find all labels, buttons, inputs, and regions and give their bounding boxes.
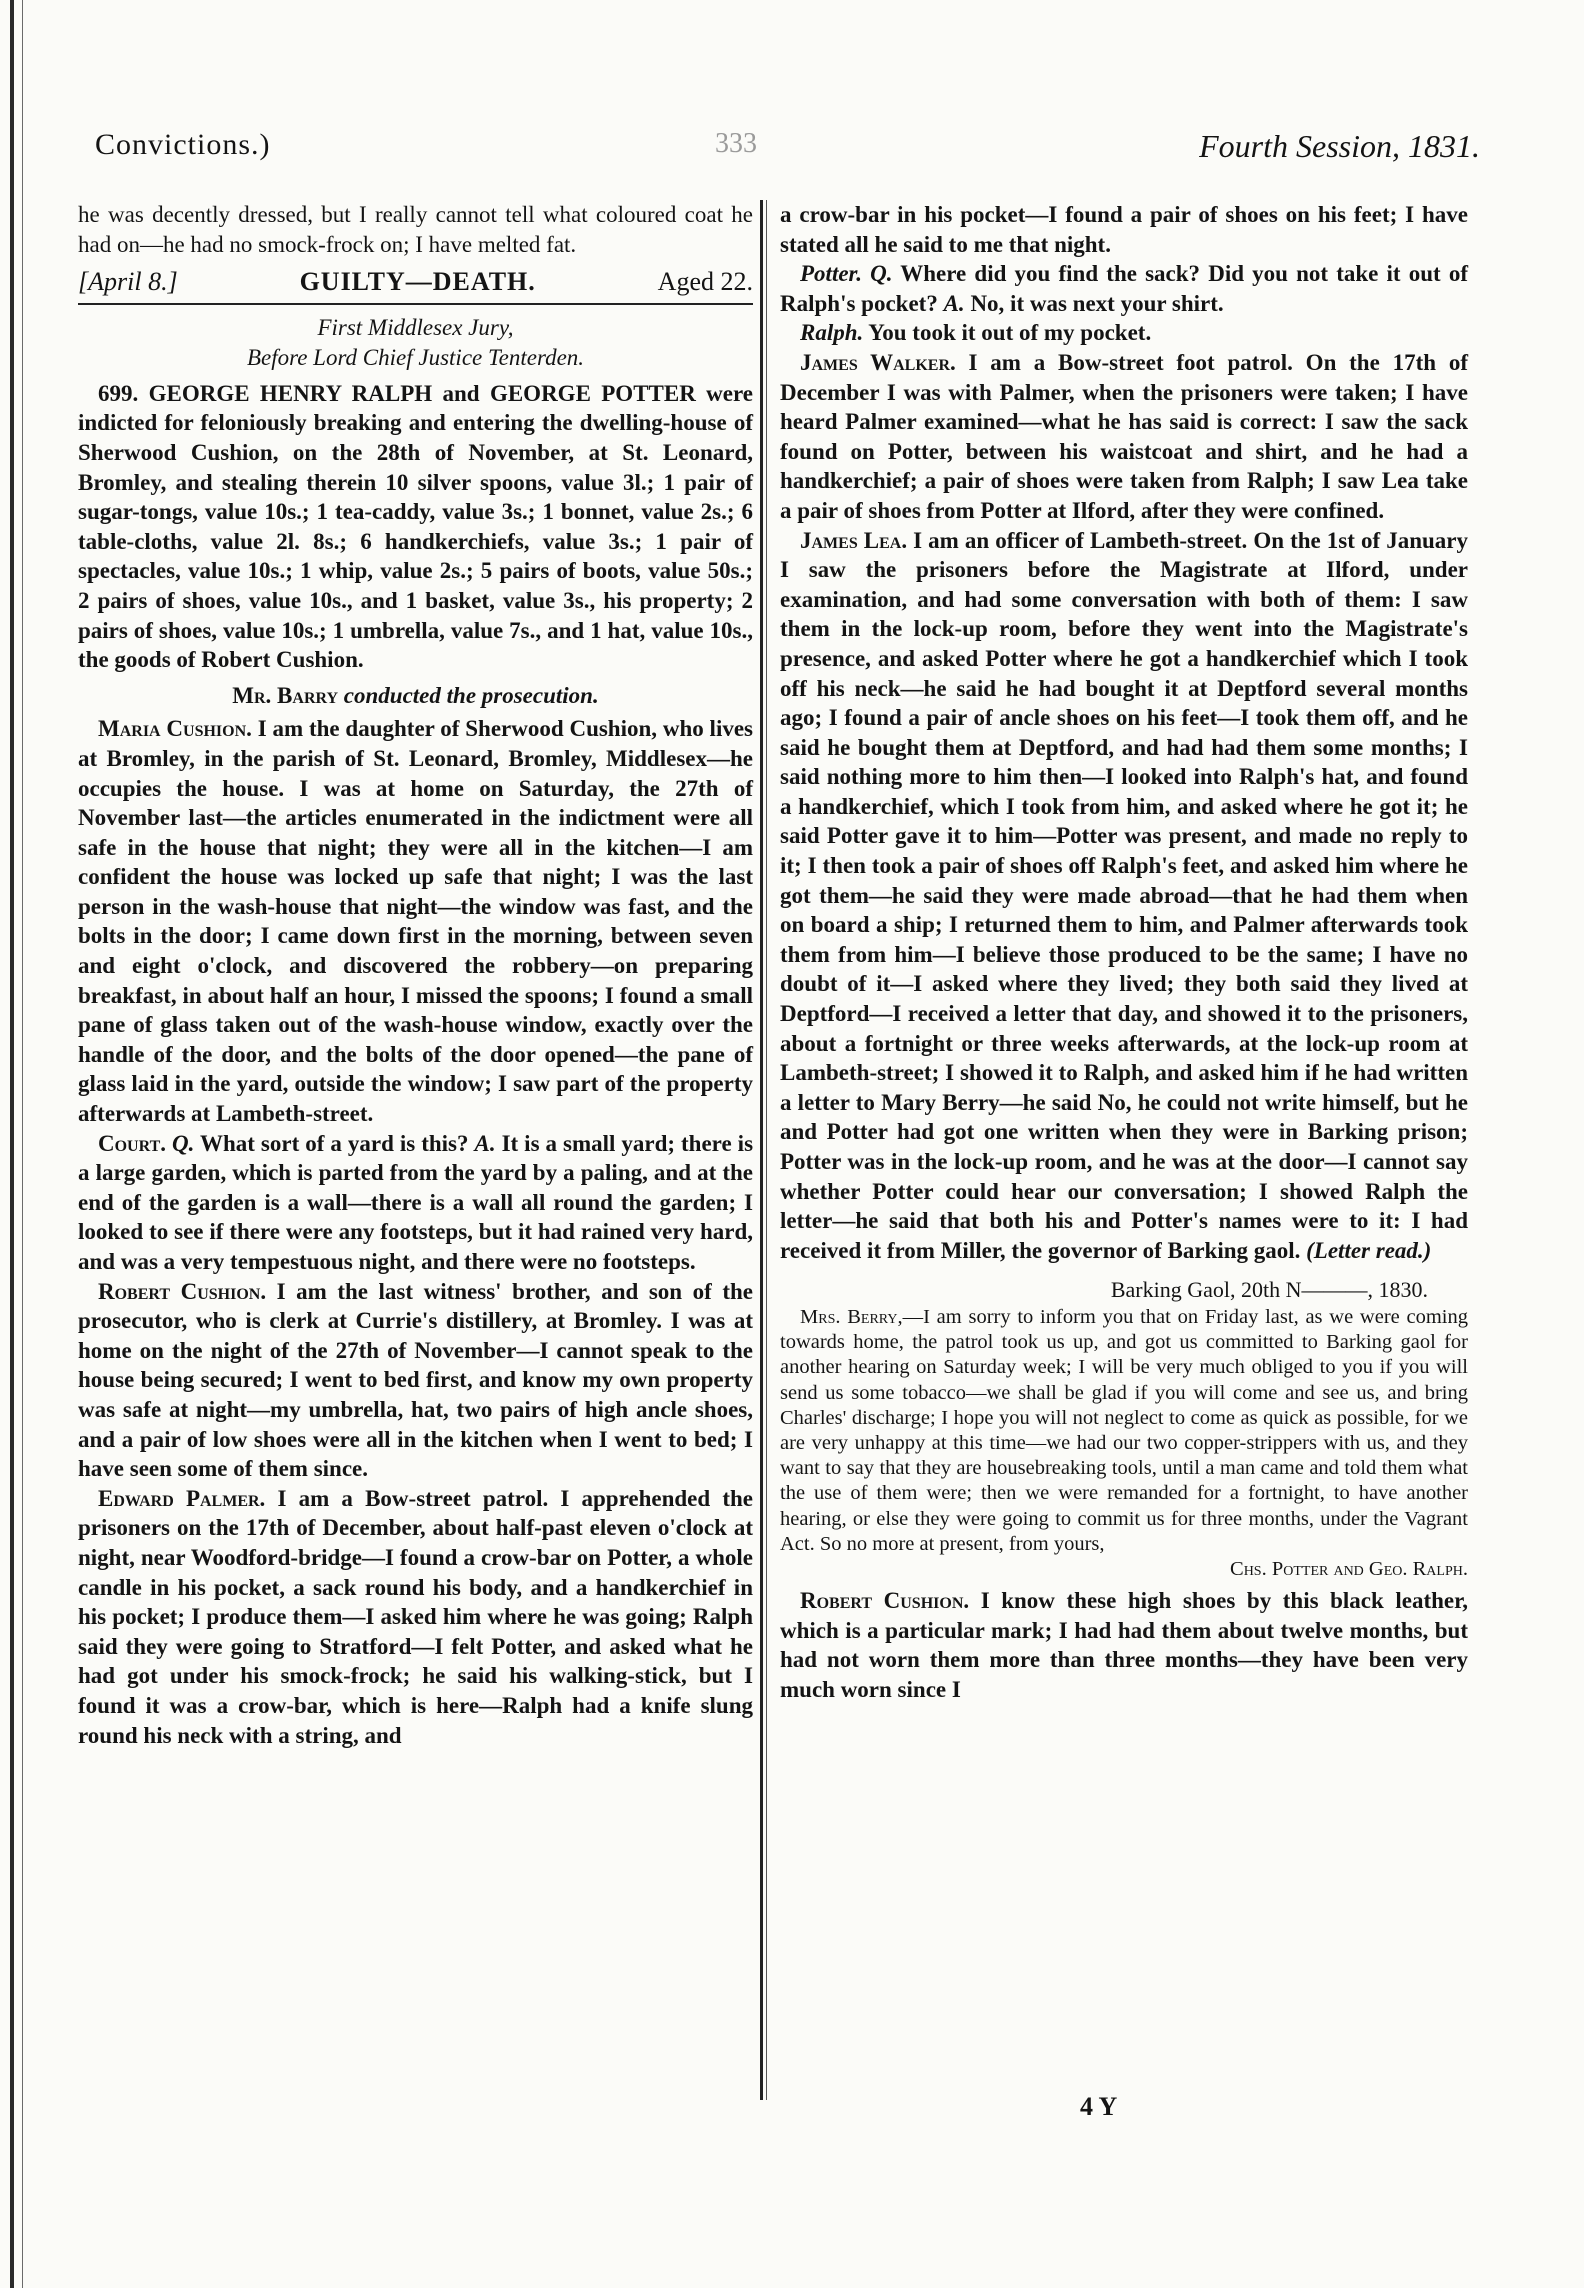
- testimony-potter-question: [780, 259, 1468, 318]
- testimony-ralph: [780, 318, 1468, 348]
- running-head-right: Fourth Session, 1831.: [1199, 128, 1480, 164]
- letter-salutation: Mrs. Berry,: [800, 1305, 903, 1328]
- verdict-age: Aged 22.: [657, 267, 753, 297]
- answer-marker: A.: [474, 1130, 496, 1156]
- testimony-robert-cushion-recalled: [780, 1586, 1468, 1704]
- witness-name: Robert Cushion.: [98, 1278, 267, 1304]
- testimony-text: I am a Bow-street foot patrol. On the 17th of December I was with Palmer, when the prisoners were taken; I have heard Palmer examined—what he has said is correct: I saw the sack found on Potter, between his waistcoat and shirt, and he had a handkerchief; a pair of shoes were taken from Ralph; I saw Lea take a pair of shoes from Potter at Ilford, after they were confined.: [780, 349, 1468, 523]
- witness-name: James Walker.: [800, 349, 956, 375]
- witness-name: James Lea.: [800, 527, 908, 553]
- testimony-text: I am a Bow-street patrol. I apprehended the prisoners on the 17th of December, about half-past eleven o'clock at night, near Woodford-bridge—I found a crow-bar on Potter, a whole candle in his pocket, a sack round his body, and a handkerchief in his pocket; I produce them—I asked him where he was going; Ralph said they were going to Stratford—I felt Potter, and asked what he had got under his smock-frock; he said his walking-stick, but I found it was a crow-bar, which is here—Ralph had a knife slung round his neck with a string, and: [78, 1485, 753, 1748]
- question-marker: Q.: [172, 1130, 195, 1156]
- answer-text: It is a small yard; there is a large garden, which is parted from the yard by a paling, and at the end of the garden is a wall—there is a wall all round the garden; I looked to see if there were any footsteps, but it had rained very hard, and was a very tempestuous night, and there were no footsteps.: [78, 1130, 754, 1274]
- testimony-text: I am an officer of Lambeth-street. On the 1st of January I saw the prisoners before the Magistrate at Ilford, under examination, and had some conversation with both of them: I saw them in the lock-up room, before they went into the Magistrate's presence, and asked Potter where he got a handkerchief which I took off his neck—he said he had bought it at Deptford several months ago; I found a pair of ancle shoes on his feet—I took them off, and he said he bought them at Deptford, and had had them some months; I said nothing more to him then—I looked into Ralph's hat, and found a handkerchief, which I took from him, and asked where he got it; he said Potter gave it to him—Potter was present, and made no reply to it; I then took a pair of shoes off Ralph's feet, and asked him where he got them—he said they were made abroad—that he had them when on board a ship; I returned them to him, and Palmer afterwards took them from him—I believe those produced to be the same; I have no doubt of it—I asked where they lived; they both said they lived at Deptford—I received a letter that day, and showed it to the prisoners, about a fortnight or three weeks afterwards, at the lock-up room at Lambeth-street; I showed it to Ralph, and asked him if he had written a letter to Mary Berry—he said No, he could not write himself, but he and Potter had got one written when they were in Barking prison; Potter was in the lock-up room, and he was at the door—I cannot say whether Potter could hear our conversation; I showed Ralph the letter—he said that both his and Potter's names were to it: I had received it from Miller, the governor of Barking gaol.: [780, 527, 1468, 1263]
- left-column: [78, 200, 753, 1750]
- verdict-date: [April 8.]: [78, 267, 178, 297]
- speaker-name: Potter.: [800, 261, 862, 287]
- jury-line: First Middlesex Jury,: [317, 314, 514, 340]
- letter-signature: Chs. Potter and Geo. Ralph.: [1230, 1558, 1468, 1580]
- column-divider: [760, 200, 763, 2100]
- running-head-left: Convictions.): [95, 128, 271, 161]
- question-text: Where did you find the sack? Did you not take it out of Ralph's pocket?: [780, 261, 1468, 316]
- letter-read-note: (Letter read.): [1306, 1237, 1432, 1263]
- question-marker: Q.: [870, 261, 893, 287]
- column-divider-line: [766, 200, 767, 2100]
- binding-spine: [10, 0, 14, 2288]
- signature-mark: 4 Y: [1080, 2092, 1118, 2121]
- verdict-line: [78, 267, 753, 305]
- witness-name: Edward Palmer.: [98, 1485, 266, 1511]
- testimony-james-lea: [780, 526, 1468, 1266]
- testimony-james-walker: [780, 348, 1468, 526]
- continued-testimony: a crow-bar in his pocket—I found a pair of shoes on his feet; I have stated all he said to me that night.: [780, 202, 1468, 257]
- prosecution-text: conducted the prosecution.: [343, 682, 599, 708]
- judge-line: Before Lord Chief Justice Tenterden.: [246, 344, 585, 370]
- answer-marker: A.: [943, 290, 965, 316]
- jury-heading: [78, 313, 753, 373]
- speaker-name: Court.: [98, 1130, 167, 1156]
- verdict-label: GUILTY—DEATH.: [299, 267, 536, 297]
- letter-text: —I am sorry to inform you that on Friday last, as we were coming towards home, the patrol took us up, and got us committed to Barking gaol for another hearing on Saturday week; I will be very much obliged to you if you will send us some tobacco—we shall be glad if you will come and see us, and bring Charles' discharge; I hope you will not neglect to come as quick as possible, for we are very unhappy at this time—we had our two copper-strippers with us, and they want to say that they are housebreaking tools, until a man came and told them what the use of them were; then we were remanded for a fortnight, to have another hearing, or else they were going to commit us for three months, under the Vagrant Act. So no more at present, from yours,: [780, 1305, 1468, 1555]
- binding-spine-line: [22, 0, 23, 2288]
- testimony-robert-cushion: [78, 1277, 753, 1484]
- speaker-name: Ralph.: [800, 320, 864, 346]
- witness-name: Robert Cushion.: [800, 1588, 970, 1614]
- answer-text: No, it was next your shirt.: [970, 290, 1224, 316]
- prosecution-line: [78, 681, 753, 711]
- testimony-text: I am the last witness' brother, and son of the prosecutor, who is clerk at Currie's distillery, at Bromley. I was at home on the night of the 27th of November—I cannot speak to the house being secured; I went to bed first, and know my own property was safe at night—my umbrella, hat, two pairs of high ancle shoes, and a pair of low shoes were all in the kitchen when I went to bed; I have seen some of them since.: [78, 1278, 753, 1482]
- question-text: What sort of a yard is this?: [199, 1130, 469, 1156]
- letter-date: Barking Gaol, 20th N———, 1830.: [1110, 1277, 1428, 1303]
- letter-body: [780, 1305, 1468, 1557]
- case-indictment: 699. GEORGE HENRY RALPH and GEORGE POTTER were indicted for feloniously breaking and entering the dwelling-house of Sherwood Cushion, on the 28th of November, at St. Leonard, Bromley, and stealing therein 10 silver spoons, value 3l.; 1 pair of sugar-tongs, value 10s.; 1 tea-caddy, value 3s.; 1 bonnet, value 2s.; 6 table-cloths, value 2l. 8s.; 6 handkerchiefs, value 3s.; 1 pair of spectacles, value 10s.; 1 whip, value 2s.; 5 pairs of boots, value 50s.; 2 pairs of shoes, value 10s., and 1 basket, value 3s., his property; 2 pairs of shoes, value 10s.; 1 umbrella, value 7s., and 1 hat, value 10s., the goods of Robert Cushion.: [78, 380, 753, 673]
- continued-testimony: he was decently dressed, but I really cannot tell what coloured coat he had on—he had no smock-frock on; I have melted fat.: [78, 202, 753, 257]
- testimony-maria-cushion: [78, 714, 753, 1128]
- testimony-text: You took it out of my pocket.: [868, 320, 1152, 346]
- counsel-name: Mr. Barry: [232, 682, 339, 708]
- right-column: [780, 200, 1468, 1705]
- testimony-text: I know these high shoes by this black leather, which is a particular mark; I had had them about twelve months, but had not worn them more than three months—they have been very much worn since I: [780, 1588, 1468, 1702]
- witness-name: Maria Cushion.: [98, 716, 252, 742]
- page-header: [95, 128, 1480, 178]
- page-number: 333: [715, 128, 757, 159]
- testimony-edward-palmer: [78, 1484, 753, 1750]
- testimony-court: [78, 1129, 753, 1277]
- testimony-text: I am the daughter of Sherwood Cushion, who lives at Bromley, in the parish of St. Leonard, Bromley, Middlesex—he occupies the house. I was at home on Saturday, the 27th of November last—the articles enumerated in the indictment were all safe in the house that night; they were all in the kitchen—I am confident the house was locked up safe that night; I was the last person in the wash-house that night—the window was fast, and the bolts in the door; I came down first in the morning, between seven and eight o'clock, and discovered the robbery—on preparing breakfast, in about half an hour, I missed the spoons; I found a small pane of glass taken out of the wash-house window, exactly over the handle of the door, and the bolts of the door opened—the pane of glass laid in the yard, outside the window; I saw part of the property afterwards at Lambeth-street.: [78, 716, 753, 1127]
